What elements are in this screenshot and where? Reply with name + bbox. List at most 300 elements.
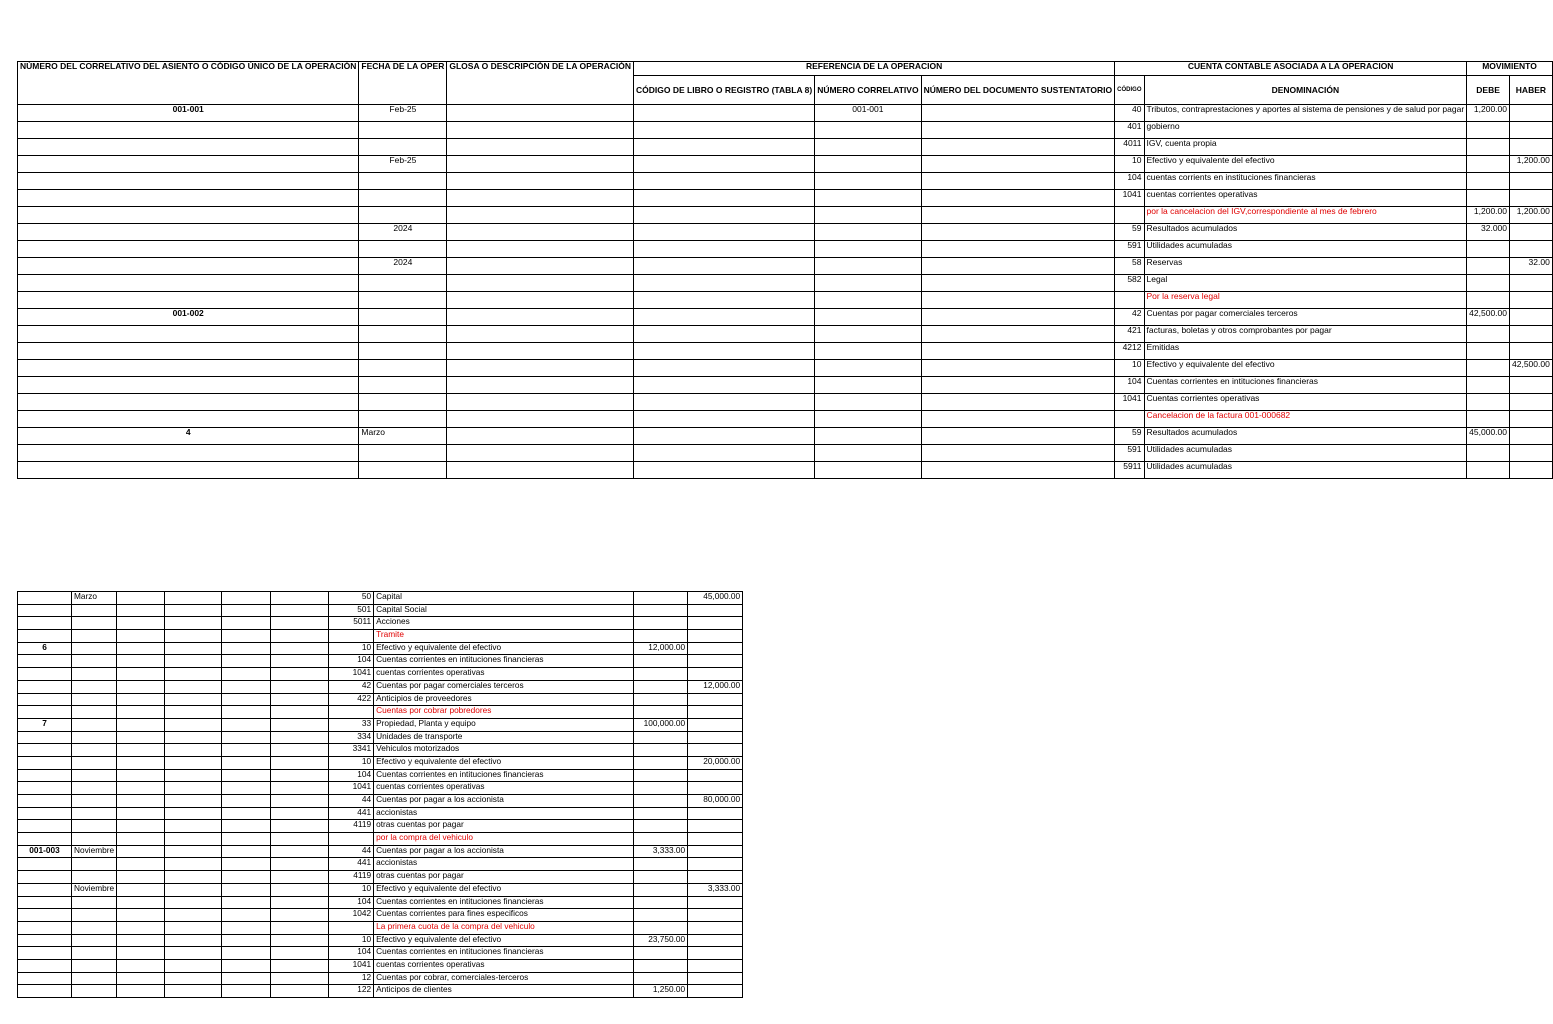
- numero-correlativo-cell: [222, 782, 271, 795]
- codigo-libro-cell: [165, 883, 222, 896]
- numero-correlativo-cell: [222, 909, 271, 922]
- codigo-libro-cell: [634, 309, 815, 326]
- haber-cell: [1510, 411, 1553, 428]
- documento-cell: [921, 428, 1115, 445]
- documento-cell: [921, 224, 1115, 241]
- codigo-cell: 5911: [1115, 462, 1144, 479]
- correlativo-cell: [18, 445, 359, 462]
- glosa-cell: [117, 807, 165, 820]
- codigo-libro-cell: [634, 275, 815, 292]
- denominacion-cell: por la compra del vehiculo: [374, 833, 634, 846]
- haber-cell: [1510, 139, 1553, 156]
- codigo-cell: 422: [329, 693, 374, 706]
- glosa-cell: [447, 360, 634, 377]
- codigo-libro-cell: [634, 394, 815, 411]
- debe-cell: [1467, 377, 1510, 394]
- correlativo-cell: [18, 744, 72, 757]
- documento-cell: [271, 807, 329, 820]
- documento-cell: [271, 782, 329, 795]
- codigo-cell: 441: [329, 858, 374, 871]
- fecha-cell: [359, 122, 447, 139]
- correlativo-cell: [18, 377, 359, 394]
- debe-cell: [1467, 360, 1510, 377]
- ledger-row: [18, 706, 743, 719]
- fecha-cell: [72, 972, 117, 985]
- glosa-cell: [117, 642, 165, 655]
- ledger-row: [18, 343, 1553, 360]
- ledger-row: [18, 445, 1553, 462]
- debe-cell: [634, 896, 688, 909]
- fecha-cell: [359, 139, 447, 156]
- header-codigo-libro: CÓDIGO DE LIBRO O REGISTRO (TABLA 8): [634, 76, 815, 105]
- denominacion-cell: Efectivo y equivalente del efectivo: [374, 934, 634, 947]
- numero-correlativo-cell: [222, 756, 271, 769]
- haber-cell: [688, 858, 743, 871]
- glosa-cell: [447, 156, 634, 173]
- codigo-libro-cell: [165, 959, 222, 972]
- documento-cell: [921, 326, 1115, 343]
- codigo-libro-cell: [165, 934, 222, 947]
- glosa-cell: [117, 706, 165, 719]
- haber-cell: [1510, 462, 1553, 479]
- fecha-cell: [72, 820, 117, 833]
- glosa-cell: [447, 309, 634, 326]
- fecha-cell: [359, 377, 447, 394]
- header-referencia: REFERENCIA DE LA OPERACION: [634, 62, 1115, 76]
- fecha-cell: [72, 959, 117, 972]
- documento-cell: [271, 680, 329, 693]
- codigo-libro-cell: [165, 795, 222, 808]
- ledger-row: [18, 668, 743, 681]
- haber-cell: [1510, 105, 1553, 122]
- codigo-cell: 12: [329, 972, 374, 985]
- codigo-libro-cell: [165, 921, 222, 934]
- denominacion-cell: Efectivo y equivalente del efectivo: [374, 883, 634, 896]
- codigo-cell: 1041: [329, 959, 374, 972]
- codigo-libro-cell: [634, 207, 815, 224]
- glosa-cell: [447, 122, 634, 139]
- codigo-libro-cell: [634, 445, 815, 462]
- haber-cell: [1510, 190, 1553, 207]
- codigo-libro-cell: [165, 858, 222, 871]
- codigo-cell: [329, 921, 374, 934]
- denominacion-cell: cuentas corrients en instituciones financieras: [1144, 173, 1467, 190]
- correlativo-cell: [18, 985, 72, 998]
- debe-cell: 100,000.00: [634, 718, 688, 731]
- ledger-row: [18, 122, 1553, 139]
- denominacion-cell: Utilidades acumuladas: [1144, 445, 1467, 462]
- haber-cell: [1510, 309, 1553, 326]
- denominacion-cell: Cuentas corrientes en intituciones financieras: [374, 947, 634, 960]
- codigo-libro-cell: [165, 833, 222, 846]
- correlativo-cell: 4: [18, 428, 359, 445]
- codigo-cell: 441: [329, 807, 374, 820]
- fecha-cell: [72, 693, 117, 706]
- documento-cell: [271, 668, 329, 681]
- codigo-cell: 104: [329, 896, 374, 909]
- correlativo-cell: [18, 156, 359, 173]
- debe-cell: [1467, 139, 1510, 156]
- codigo-cell: 44: [329, 845, 374, 858]
- glosa-cell: [447, 445, 634, 462]
- ledger-row: [18, 959, 743, 972]
- haber-cell: [688, 617, 743, 630]
- glosa-cell: [447, 462, 634, 479]
- documento-cell: [271, 896, 329, 909]
- ledger-row: [18, 275, 1553, 292]
- ledger-row: [18, 190, 1553, 207]
- header-debe: DEBE: [1467, 76, 1510, 105]
- correlativo-cell: [18, 292, 359, 309]
- fecha-cell: [359, 275, 447, 292]
- fecha-cell: [72, 756, 117, 769]
- ledger-row: [18, 744, 743, 757]
- debe-cell: [634, 769, 688, 782]
- codigo-libro-cell: [634, 139, 815, 156]
- fecha-cell: [72, 604, 117, 617]
- correlativo-cell: [18, 947, 72, 960]
- ledger-row: [18, 871, 743, 884]
- glosa-cell: [447, 207, 634, 224]
- numero-correlativo-cell: [815, 394, 921, 411]
- codigo-cell: 501: [329, 604, 374, 617]
- codigo-cell: [1115, 207, 1144, 224]
- correlativo-cell: [18, 630, 72, 643]
- numero-correlativo-cell: [222, 680, 271, 693]
- denominacion-cell: Anticipos de clientes: [374, 985, 634, 998]
- fecha-cell: Marzo: [359, 428, 447, 445]
- haber-cell: [1510, 173, 1553, 190]
- denominacion-cell: Capital Social: [374, 604, 634, 617]
- glosa-cell: [447, 190, 634, 207]
- denominacion-cell: Acciones: [374, 617, 634, 630]
- glosa-cell: [117, 718, 165, 731]
- numero-correlativo-cell: [222, 604, 271, 617]
- header-glosa: GLOSA O DESCRIPCIÓN DE LA OPERACIÓN: [447, 62, 634, 105]
- numero-correlativo-cell: [222, 807, 271, 820]
- fecha-cell: [359, 343, 447, 360]
- debe-cell: 12,000.00: [634, 642, 688, 655]
- haber-cell: [1510, 394, 1553, 411]
- ledger-row: [18, 782, 743, 795]
- denominacion-cell: cuentas corrientes operativas: [374, 668, 634, 681]
- glosa-cell: [117, 909, 165, 922]
- debe-cell: [634, 833, 688, 846]
- debe-cell: [634, 858, 688, 871]
- debe-cell: [1467, 343, 1510, 360]
- header-correlativo: NÚMERO DEL CORRELATIVO DEL ASIENTO O CÓDIGO ÚNICO DE LA OPERACIÓN: [18, 62, 359, 105]
- numero-correlativo-cell: [222, 934, 271, 947]
- fecha-cell: [72, 921, 117, 934]
- documento-cell: [271, 604, 329, 617]
- debe-cell: [1467, 122, 1510, 139]
- numero-correlativo-cell: [222, 972, 271, 985]
- codigo-libro-cell: [634, 258, 815, 275]
- correlativo-cell: [18, 241, 359, 258]
- debe-cell: [634, 959, 688, 972]
- debe-cell: [1467, 462, 1510, 479]
- debe-cell: 1,250.00: [634, 985, 688, 998]
- codigo-libro-cell: [165, 592, 222, 605]
- fecha-cell: [72, 680, 117, 693]
- debe-cell: [634, 972, 688, 985]
- fecha-cell: Marzo: [72, 592, 117, 605]
- haber-cell: [1510, 445, 1553, 462]
- debe-cell: [634, 693, 688, 706]
- ledger-row: [18, 820, 743, 833]
- documento-cell: [921, 173, 1115, 190]
- codigo-cell: 4011: [1115, 139, 1144, 156]
- haber-cell: [1510, 122, 1553, 139]
- documento-cell: [271, 693, 329, 706]
- haber-cell: 1,200.00: [1510, 156, 1553, 173]
- codigo-cell: 401: [1115, 122, 1144, 139]
- correlativo-cell: [18, 833, 72, 846]
- numero-correlativo-cell: [815, 241, 921, 258]
- ledger-row: [18, 655, 743, 668]
- numero-correlativo-cell: [815, 360, 921, 377]
- haber-cell: [688, 896, 743, 909]
- codigo-cell: 4212: [1115, 343, 1144, 360]
- glosa-cell: [447, 173, 634, 190]
- documento-cell: [271, 617, 329, 630]
- denominacion-cell: facturas, boletas y otros comprobantes por pagar: [1144, 326, 1467, 343]
- haber-cell: [688, 718, 743, 731]
- numero-correlativo-cell: [222, 845, 271, 858]
- codigo-libro-cell: [634, 377, 815, 394]
- denominacion-cell: accionistas: [374, 807, 634, 820]
- numero-correlativo-cell: [815, 156, 921, 173]
- glosa-cell: [117, 858, 165, 871]
- haber-cell: [688, 947, 743, 960]
- ledger-row: [18, 693, 743, 706]
- fecha-cell: [359, 173, 447, 190]
- denominacion-cell: Legal: [1144, 275, 1467, 292]
- haber-cell: [688, 642, 743, 655]
- fecha-cell: [72, 858, 117, 871]
- ledger-row: [18, 921, 743, 934]
- codigo-libro-cell: [634, 292, 815, 309]
- numero-correlativo-cell: [222, 706, 271, 719]
- documento-cell: [271, 947, 329, 960]
- fecha-cell: [72, 896, 117, 909]
- ledger-row: [18, 896, 743, 909]
- codigo-cell: 58: [1115, 258, 1144, 275]
- numero-correlativo-cell: [815, 377, 921, 394]
- debe-cell: [634, 921, 688, 934]
- codigo-libro-cell: [634, 360, 815, 377]
- documento-cell: [921, 241, 1115, 258]
- codigo-libro-cell: [165, 604, 222, 617]
- glosa-cell: [117, 769, 165, 782]
- haber-cell: 32.00: [1510, 258, 1553, 275]
- haber-cell: [688, 921, 743, 934]
- documento-cell: [271, 630, 329, 643]
- haber-cell: [1510, 326, 1553, 343]
- correlativo-cell: [18, 871, 72, 884]
- debe-cell: [1467, 156, 1510, 173]
- numero-correlativo-cell: [222, 693, 271, 706]
- correlativo-cell: [18, 592, 72, 605]
- glosa-cell: [117, 820, 165, 833]
- denominacion-cell: Cuentas por pagar comerciales terceros: [1144, 309, 1467, 326]
- codigo-libro-cell: [634, 122, 815, 139]
- documento-cell: [271, 934, 329, 947]
- numero-correlativo-cell: [815, 275, 921, 292]
- ledger-row: [18, 934, 743, 947]
- haber-cell: [688, 934, 743, 947]
- ledger-row: [18, 642, 743, 655]
- header-denominacion: DENOMINACIÓN: [1144, 76, 1467, 105]
- debe-cell: [1467, 241, 1510, 258]
- header-cuenta-contable: CUENTA CONTABLE ASOCIADA A LA OPERACION: [1115, 62, 1467, 76]
- correlativo-cell: [18, 731, 72, 744]
- codigo-cell: 5011: [329, 617, 374, 630]
- debe-cell: [634, 795, 688, 808]
- correlativo-cell: [18, 959, 72, 972]
- haber-cell: 3,333.00: [688, 883, 743, 896]
- glosa-cell: [447, 258, 634, 275]
- debe-cell: [1467, 411, 1510, 428]
- fecha-cell: [72, 909, 117, 922]
- documento-cell: [921, 122, 1115, 139]
- denominacion-cell: cuentas corrientes operativas: [374, 782, 634, 795]
- numero-correlativo-cell: [222, 833, 271, 846]
- header-numero-documento: NÚMERO DEL DOCUMENTO SUSTENTATORIO: [921, 76, 1115, 105]
- codigo-libro-cell: [165, 744, 222, 757]
- documento-cell: [271, 883, 329, 896]
- denominacion-cell: gobierno: [1144, 122, 1467, 139]
- correlativo-cell: 001-002: [18, 309, 359, 326]
- numero-correlativo-cell: [222, 744, 271, 757]
- fecha-cell: [72, 769, 117, 782]
- header-numero-correlativo: NÚMERO CORRELATIVO: [815, 76, 921, 105]
- codigo-libro-cell: [165, 617, 222, 630]
- fecha-cell: [72, 744, 117, 757]
- numero-correlativo-cell: [222, 985, 271, 998]
- ledger-row: [18, 718, 743, 731]
- fecha-cell: [72, 668, 117, 681]
- denominacion-cell: Cuentas corrientes en intituciones financieras: [374, 896, 634, 909]
- debe-cell: [634, 909, 688, 922]
- glosa-cell: [117, 934, 165, 947]
- haber-cell: [1510, 292, 1553, 309]
- fecha-cell: [72, 947, 117, 960]
- denominacion-cell: Resultados acumulados: [1144, 428, 1467, 445]
- ledger-row: [18, 795, 743, 808]
- numero-correlativo-cell: [815, 462, 921, 479]
- codigo-cell: 421: [1115, 326, 1144, 343]
- ledger-row: [18, 909, 743, 922]
- codigo-cell: 10: [329, 934, 374, 947]
- denominacion-cell: Utilidades acumuladas: [1144, 462, 1467, 479]
- ledger-row: [18, 258, 1553, 275]
- codigo-cell: [329, 706, 374, 719]
- debe-cell: [634, 668, 688, 681]
- documento-cell: [271, 706, 329, 719]
- glosa-cell: [117, 604, 165, 617]
- codigo-cell: 591: [1115, 241, 1144, 258]
- ledger-row: [18, 394, 1553, 411]
- correlativo-cell: [18, 693, 72, 706]
- fecha-cell: [72, 934, 117, 947]
- debe-cell: 45,000.00: [1467, 428, 1510, 445]
- haber-cell: [1510, 343, 1553, 360]
- ledger-row: [18, 326, 1553, 343]
- numero-correlativo-cell: [222, 642, 271, 655]
- correlativo-cell: [18, 258, 359, 275]
- numero-correlativo-cell: [222, 731, 271, 744]
- denominacion-cell: accionistas: [374, 858, 634, 871]
- codigo-cell: 591: [1115, 445, 1144, 462]
- numero-correlativo-cell: [222, 718, 271, 731]
- fecha-cell: Noviembre: [72, 845, 117, 858]
- codigo-cell: 334: [329, 731, 374, 744]
- denominacion-cell: Cuentas por cobrar, comerciales-terceros: [374, 972, 634, 985]
- haber-cell: [688, 744, 743, 757]
- denominacion-cell: Vehiculos motorizados: [374, 744, 634, 757]
- haber-cell: [688, 630, 743, 643]
- correlativo-cell: 001-001: [18, 105, 359, 122]
- glosa-cell: [117, 680, 165, 693]
- haber-cell: [688, 871, 743, 884]
- codigo-libro-cell: [634, 326, 815, 343]
- numero-correlativo-cell: [222, 896, 271, 909]
- fecha-cell: [72, 655, 117, 668]
- documento-cell: [271, 858, 329, 871]
- codigo-cell: 10: [1115, 156, 1144, 173]
- denominacion-cell: IGV, cuenta propia: [1144, 139, 1467, 156]
- codigo-libro-cell: [634, 173, 815, 190]
- documento-cell: [921, 462, 1115, 479]
- documento-cell: [921, 309, 1115, 326]
- correlativo-cell: [18, 883, 72, 896]
- codigo-cell: 40: [1115, 105, 1144, 122]
- denominacion-cell: Cuentas por pagar comerciales terceros: [374, 680, 634, 693]
- glosa-cell: [447, 343, 634, 360]
- codigo-libro-cell: [165, 630, 222, 643]
- glosa-cell: [117, 972, 165, 985]
- documento-cell: [921, 156, 1115, 173]
- debe-cell: [634, 782, 688, 795]
- codigo-libro-cell: [165, 718, 222, 731]
- haber-cell: [1510, 275, 1553, 292]
- correlativo-cell: [18, 617, 72, 630]
- fecha-cell: 2024: [359, 258, 447, 275]
- correlativo-cell: [18, 655, 72, 668]
- haber-cell: 42,500.00: [1510, 360, 1553, 377]
- glosa-cell: [447, 275, 634, 292]
- haber-cell: 12,000.00: [688, 680, 743, 693]
- denominacion-cell: Cuentas corrientes en intituciones financieras: [1144, 377, 1467, 394]
- glosa-cell: [117, 883, 165, 896]
- ledger-row: [18, 241, 1553, 258]
- codigo-libro-cell: [634, 462, 815, 479]
- glosa-cell: [117, 592, 165, 605]
- codigo-cell: 104: [329, 947, 374, 960]
- denominacion-cell: Cuentas corrientes operativas: [1144, 394, 1467, 411]
- ledger-row: [18, 756, 743, 769]
- haber-cell: [688, 820, 743, 833]
- documento-cell: [271, 921, 329, 934]
- header-movimiento: MOVIMIENTO: [1467, 62, 1553, 76]
- debe-cell: [634, 883, 688, 896]
- numero-correlativo-cell: [815, 139, 921, 156]
- correlativo-cell: [18, 122, 359, 139]
- numero-correlativo-cell: [815, 411, 921, 428]
- ledger-row: [18, 309, 1553, 326]
- ledger-row: [18, 224, 1553, 241]
